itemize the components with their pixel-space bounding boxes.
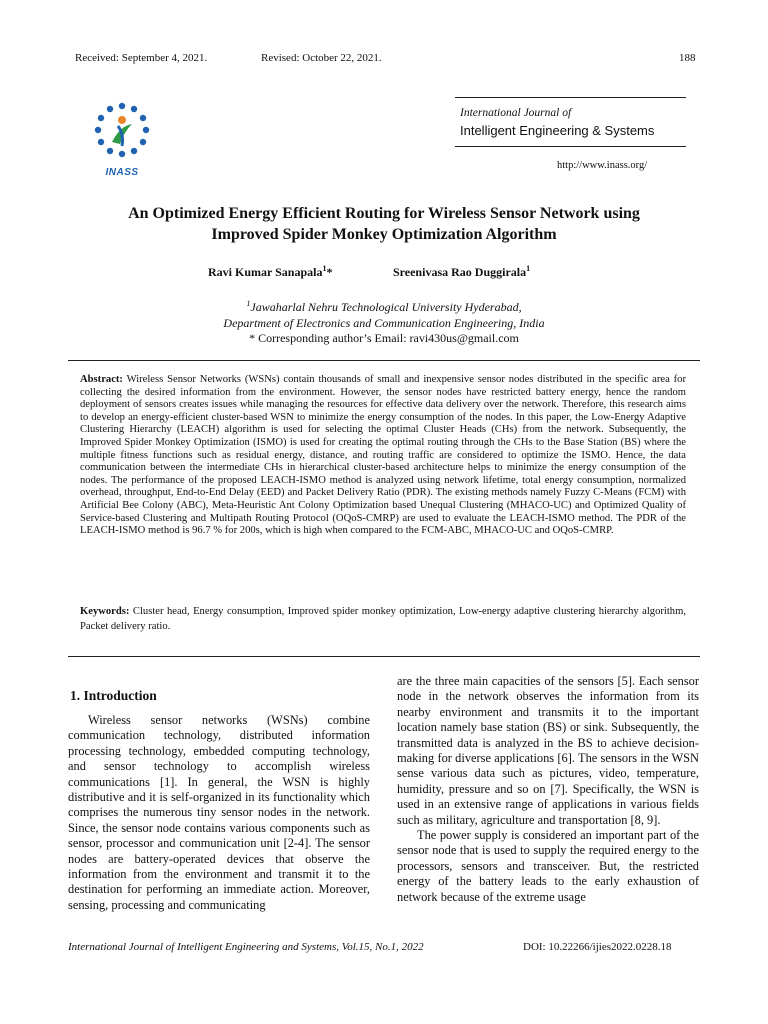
corresponding-label: * Corresponding author’s Email bbox=[249, 331, 404, 345]
keywords-bottom-rule bbox=[68, 656, 700, 657]
intro-right-column bbox=[397, 674, 699, 905]
affil-sup: 1 bbox=[246, 299, 251, 308]
author-2-affil: 1 bbox=[526, 264, 531, 273]
intro-paragraph-1: Wireless sensor networks (WSNs) combine communication technology, distributed information processing technology, embedded computing technology, and sensor technology to accomplish wireless communications [1]. In general, the WSN is highly distributive and it is self-organized in its functionality which comprises the numerous tiny sensor nodes in the network. Since, the sensor node contains various components such as sensor, processor and communication unit [2-4]. The sensor nodes are battery-operated devices that observe the information from the environment and transmit it to the destination for performing an immediate action. Moreover, sensing, processing and communicating bbox=[68, 713, 370, 912]
keywords-label: Keywords: bbox=[80, 606, 130, 617]
author-1-affil: 1 bbox=[322, 264, 327, 273]
journal-url[interactable]: http://www.inass.org/ bbox=[557, 160, 648, 171]
keywords bbox=[80, 604, 686, 634]
inass-logo-icon bbox=[90, 100, 154, 162]
abstract-text: Wireless Sensor Networks (WSNs) contain thousands of small and inexpensive sensor nodes distributed in the specific area for collecting the desired information from the environment. However, the sensor nodes have restricted battery energy, hence the random deployment of sensors creates issues while managing the resources for effective data delivery over the network. Therefore, this research aims to develop an energy-efficient cluster-based WSN to minimize the energy consumption of the nodes. In this paper, the Low-Energy Adaptive Clustering Hierarchy (LEACH) algorithm is used for selecting the optimal Cluster Heads (CHs) from the network. Subsequently, the Improved Spider Monkey Optimization (ISMO) is used for creating the optimal routing through the CHs to the Base Station (BS) where the multiple fitness functions such as residual energy, distance, and routing traffic are considered to optimize the ISMO. Hence, the data communication between the intermediate CHs in hierarchical cluster-based architecture helps to minimize the energy consumption of the nodes. The performance of the proposed LEACH-ISMO method is analyzed using network lifetime, total energy consumption, normalized overhead, throughput, End-to-End Delay (EED) and Packet Delivery Ratio (PDR). The existing methods namely Fuzzy C-Means (FCM) with Artificial Bee Colony (ABC), Meta-Heuristic Ant Colony Optimization based Unequal Clustering (MHACO-UC) and Optimized Quality of Service-based Clustering and Multipath Routing Protocol (OQoS-CMRP) are used to evaluate the LEACH-ISMO method. The PDR of the LEACH-ISMO method is 96.7 % for 200s, which is high when compared to the FCM-ABC, MHACO-UC and OQoS-CMRP. bbox=[80, 374, 686, 537]
intro-left-column bbox=[68, 713, 370, 913]
logo-text: INASS bbox=[105, 167, 139, 178]
author-1-mark: * bbox=[326, 265, 333, 279]
title-line1: An Optimized Energy Efficient Routing for Wireless Sensor Network using bbox=[128, 205, 640, 222]
journal-name-line2: Intelligent Engineering & Systems bbox=[460, 123, 655, 138]
revised-date: Revised: October 22, 2021. bbox=[261, 52, 382, 64]
journal-top-rule bbox=[455, 97, 686, 98]
received-date: Received: September 4, 2021. bbox=[75, 52, 208, 64]
footer-journal: International Journal of Intelligent Engineering and Systems, Vol.15, No.1, 2022 bbox=[68, 941, 424, 953]
section-heading-introduction: 1. Introduction bbox=[70, 688, 157, 703]
journal-bottom-rule bbox=[455, 146, 686, 147]
author-2-name: Sreenivasa Rao Duggirala bbox=[393, 265, 527, 279]
affil-line1: Jawaharlal Nehru Technological University Hyderabad, bbox=[250, 300, 522, 314]
title-line2: Improved Spider Monkey Optimization Algorithm bbox=[211, 226, 557, 243]
intro-paragraph-1-cont: are the three main capacities of the sensors [5]. Each sensor node in the network observes the information from its nearby environment and transmits it to the important location namely base station (BS) or sink. Subsequently, the transmitted data is analyzed in the BS to achieve decision-making for diverse applications [6]. The sensors in the WSN sense various data such as pictures, video, temperature, humidity, pressure and so on [7]. Specifically, the WSN is used in an extensive range of applications in various fields such as military, agriculture and transportation [8, 9]. bbox=[397, 674, 699, 827]
journal-name-line1: International Journal of bbox=[460, 107, 572, 119]
corresponding-email[interactable]: : ravi430us@gmail.com bbox=[403, 331, 519, 345]
keywords-text: Cluster head, Energy consumption, Improved spider monkey optimization, Low-energy adaptive clustering hierarchy algorithm, Packet delivery ratio. bbox=[80, 606, 686, 632]
abstract bbox=[80, 374, 686, 538]
author-1 bbox=[208, 265, 332, 280]
author-1-name: Ravi Kumar Sanapala bbox=[208, 265, 323, 279]
author-2 bbox=[393, 265, 530, 280]
paper-title bbox=[60, 203, 708, 245]
affil-line2: Department of Electronics and Communication Engineering, India bbox=[223, 315, 545, 330]
page-number: 188 bbox=[679, 52, 696, 64]
abstract-top-rule bbox=[68, 360, 700, 361]
intro-paragraph-2: The power supply is considered an important part of the sensor node that is used to supply the required energy to the processors, sensors and transceiver. But, the restricted energy of the battery leads to the early exhaustion of network because of the extreme usage bbox=[397, 828, 699, 904]
abstract-label: Abstract: bbox=[80, 374, 123, 385]
footer-doi[interactable]: DOI: 10.22266/ijies2022.0228.18 bbox=[523, 941, 672, 953]
inass-logo bbox=[90, 100, 154, 176]
affiliation bbox=[60, 300, 708, 347]
